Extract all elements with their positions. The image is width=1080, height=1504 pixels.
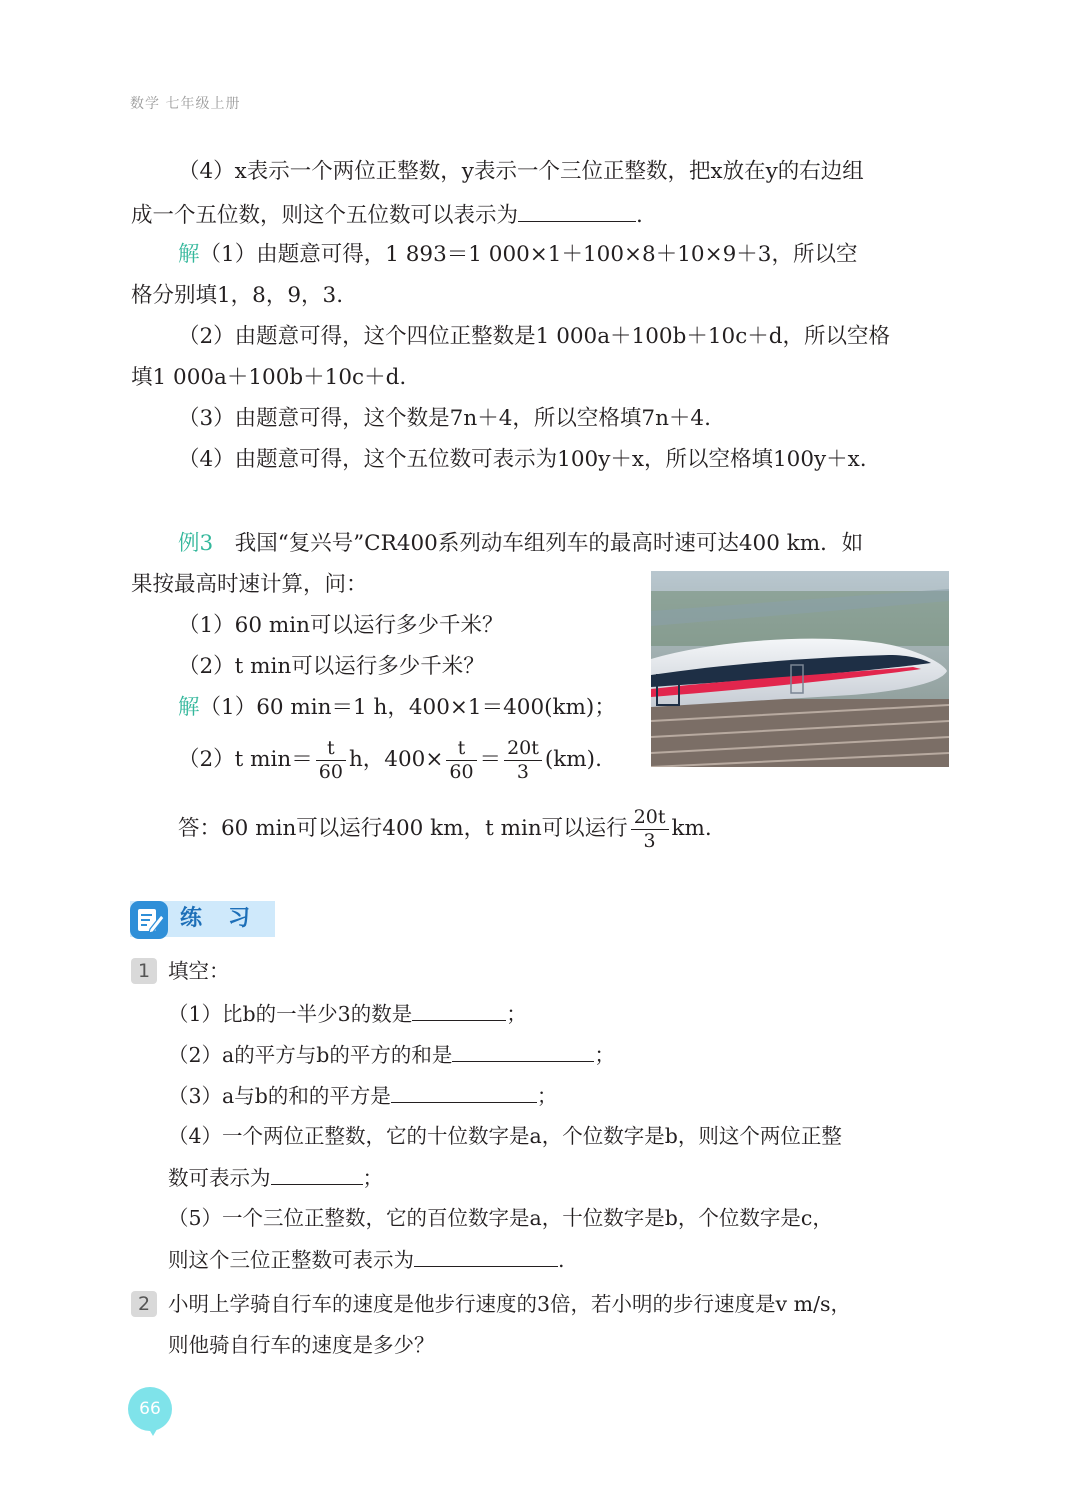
item-1-part-4-line1: （4）一个两位正整数，它的十位数字是a，个位数字是b，则这个两位正整 [168,1124,842,1148]
fraction-20t-over-3: $\frac{20t}{3}$ [631,806,669,853]
example-3-q2: （2）t min可以运行多少千米？ [178,654,485,679]
pencil-note-icon [130,901,168,939]
item-1-part-5-line1: （5）一个三位正整数，它的百位数字是a，十位数字是b，个位数字是c， [168,1206,833,1230]
item-1-title: 填空： [168,959,230,983]
solution-1-line2: 格分别填1，8，9，3. [131,283,344,308]
example-3-line1: 例3 我国“复兴号”CR400系列动车组列车的最高时速可达400 km．如 [178,531,864,556]
solution-label: 解 [178,695,200,720]
item-2-number: 2 [131,1291,157,1317]
solution-4: （4）由题意可得，这个五位数可表示为100y＋x，所以空格填100y＋x. [178,447,867,472]
running-header: 数学 七年级上册 [130,96,241,112]
practice-title: 练 习 [180,906,253,931]
problem-4-text: 成一个五位数，则这个五位数可以表示为 [131,203,519,228]
item-2-line2: 则他骑自行车的速度是多少？ [168,1333,435,1357]
fraction-20t-over-3: $\frac{20t}{3}$ [504,737,542,784]
example-3-a2: （2）t min＝ $\frac{t}{60}$ h，400× $\frac{t}{60}$ ＝ $\frac{20t}{3}$ (km). [178,736,602,783]
example-3-a1: 解（1）60 min＝1 h，400×1＝400(km)； [178,695,616,720]
solution-3: （3）由题意可得，这个数是7n＋4，所以空格填7n＋4. [178,406,711,431]
answer-blank [452,1039,594,1062]
page-number: 66 [128,1387,172,1431]
item-1-part-4-line2: 数可表示为 ； [168,1162,383,1193]
answer-blank [412,998,506,1021]
solution-label: 解 [178,242,200,267]
answer-blank [391,1080,537,1103]
fraction-t-over-60: $\frac{t}{60}$ [316,737,346,784]
solution-2-line2: 填1 000a＋100b＋10c＋d. [131,365,407,390]
answer-blank [271,1162,363,1185]
problem-4-line2: 成一个五位数，则这个五位数可以表示为 . [131,199,643,231]
item-1-part-1: （1）比b的一半少3的数是 ； [168,998,527,1029]
answer-blank [414,1244,558,1267]
item-1-number: 1 [131,958,157,984]
example-3-answer: 答：60 min可以运行400 km，t min可以运行 $\frac{20t}{3}$ km. [178,805,712,852]
item-1-part-3: （3）a与b的和的平方是 ； [168,1080,557,1111]
example-3-line2: 果按最高时速计算，问： [131,572,368,597]
answer-blank [518,199,636,222]
example-label: 例3 [178,531,214,556]
example-3-q1: （1）60 min可以运行多少千米？ [178,613,504,638]
fraction-t-over-60: $\frac{t}{60}$ [446,737,476,784]
train-photo [651,571,949,767]
item-1-part-5-line2: 则这个三位正整数可表示为 . [168,1244,565,1275]
solution-2-line1: （2）由题意可得，这个四位正整数是1 000a＋100b＋10c＋d，所以空格 [178,324,891,349]
problem-4-line1: （4）x表示一个两位正整数，y表示一个三位正整数，把x放在y的右边组 [178,159,864,184]
solution-1-line1: 解（1）由题意可得，1 893＝1 000×1＋100×8＋10×9＋3，所以空 [178,242,858,267]
item-2-line1: 小明上学骑自行车的速度是他步行速度的3倍，若小明的步行速度是v m/s， [168,1292,852,1316]
item-1-part-2: （2）a的平方与b的平方的和是 ； [168,1039,615,1070]
